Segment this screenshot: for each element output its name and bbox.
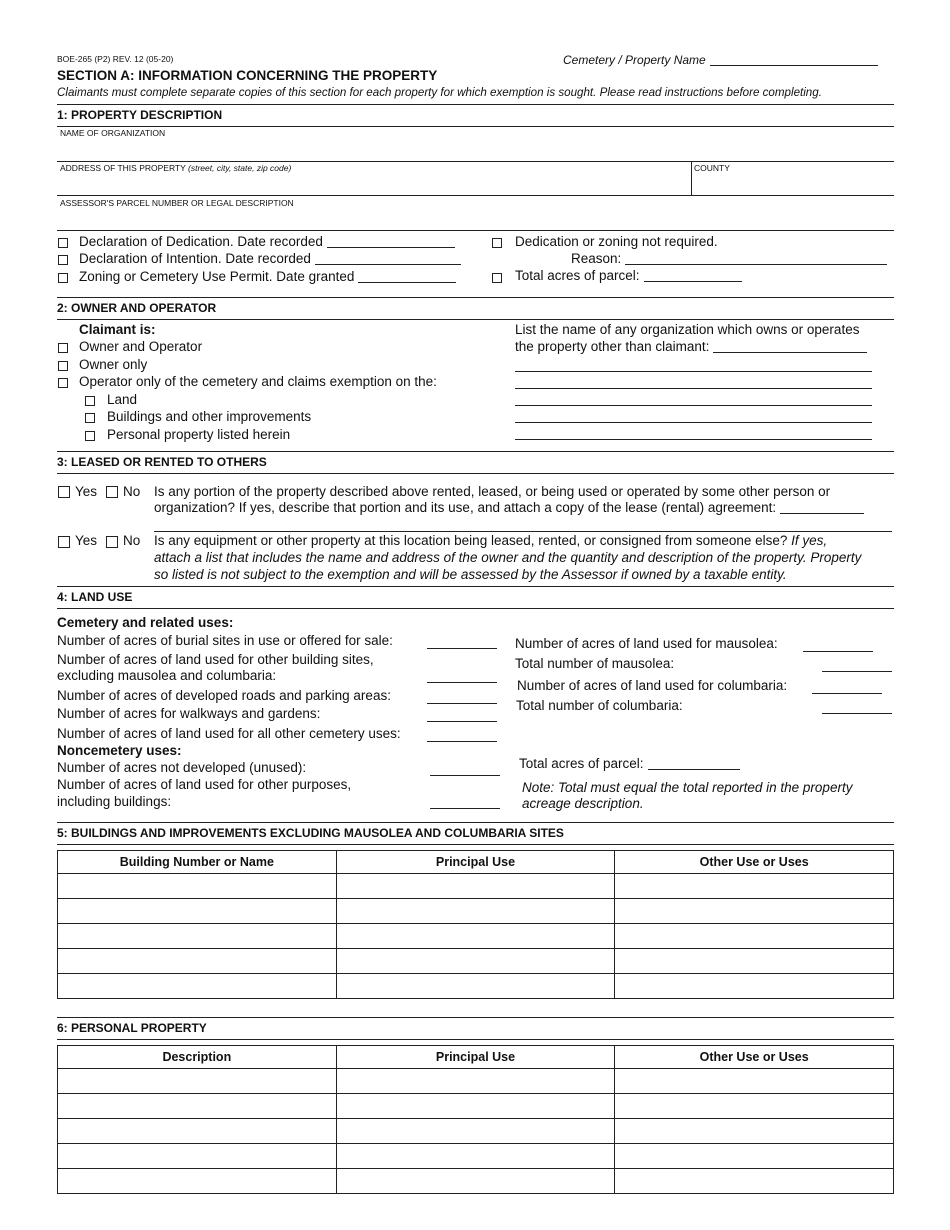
section-2-title: 2: OWNER AND OPERATOR <box>57 301 217 315</box>
table-cell[interactable] <box>615 1144 894 1169</box>
intention-option: Declaration of Intention. Date recorded <box>79 251 461 266</box>
parcel-field[interactable] <box>57 230 894 231</box>
divider <box>57 126 894 127</box>
divider <box>57 844 894 845</box>
undeveloped-acres-label: Number of acres not developed (unused): <box>57 760 307 775</box>
other-building-acres-label-2: excluding mausolea and columbaria: <box>57 668 277 683</box>
table-cell[interactable] <box>58 1069 337 1094</box>
other-building-acres-field[interactable] <box>427 682 497 683</box>
table-row <box>58 924 894 949</box>
dedication-option: Declaration of Dedication. Date recorded <box>79 234 455 249</box>
buildings-table <box>57 850 894 999</box>
mausolea-total-label: Total number of mausolea: <box>515 656 675 671</box>
table-row <box>58 1144 894 1169</box>
divider <box>57 451 894 452</box>
address-field[interactable] <box>57 195 894 196</box>
table-cell[interactable] <box>615 1094 894 1119</box>
list-organizations-label-2: the property other than claimant: <box>515 339 867 354</box>
column-header: Other Use or Uses <box>615 1046 894 1069</box>
q2-yes-checkbox[interactable] <box>58 536 70 548</box>
mausolea-total-field[interactable] <box>822 671 892 672</box>
q2-no-checkbox[interactable] <box>106 536 118 548</box>
column-header: Building Number or Name <box>58 851 337 874</box>
total-parcel-acres-label: Total acres of parcel: <box>519 756 740 771</box>
divider <box>57 822 894 823</box>
section-3-title: 3: LEASED OR RENTED TO OTHERS <box>57 455 267 469</box>
other-purposes-label: Number of acres of land used for other purposes, <box>57 777 352 792</box>
name-of-organization-field[interactable] <box>57 161 894 162</box>
divider <box>57 319 894 320</box>
q2-yes-label: Yes <box>75 533 98 548</box>
walkways-acres-field[interactable] <box>427 721 497 722</box>
land-label: Land <box>107 392 138 407</box>
dedication-date-field[interactable] <box>327 246 455 248</box>
other-purposes-field[interactable] <box>430 808 500 809</box>
not-required-option: Dedication or zoning not required. <box>515 234 718 249</box>
table-cell[interactable] <box>58 924 337 949</box>
table-cell[interactable] <box>58 1119 337 1144</box>
q2-text-2: attach a list that includes the name and address of the owner and the quantity and description of the property. Property <box>154 550 862 565</box>
table-cell[interactable] <box>615 949 894 974</box>
divider <box>57 297 894 298</box>
table-cell[interactable] <box>336 1069 615 1094</box>
total-parcel-acres-field[interactable] <box>648 768 740 770</box>
q1-yes-checkbox[interactable] <box>58 486 70 498</box>
not-required-checkbox[interactable] <box>492 238 502 248</box>
acreage-note-2: acreage description. <box>522 796 644 811</box>
table-cell[interactable] <box>336 1119 615 1144</box>
owner-operator-checkbox[interactable] <box>58 343 68 353</box>
claimant-is-label: Claimant is: <box>79 322 156 337</box>
instructions: Claimants must complete separate copies of this section for each property for which exemption is sought. Please read instructions before completing. <box>57 86 822 99</box>
table-row <box>58 899 894 924</box>
mausolea-acres-field[interactable] <box>803 651 873 652</box>
name-of-organization-label: NAME OF ORGANIZATION <box>60 128 166 138</box>
reason-field[interactable] <box>625 263 887 265</box>
undeveloped-acres-field[interactable] <box>430 775 500 776</box>
table-cell[interactable] <box>58 1169 337 1194</box>
zoning-date-field[interactable] <box>358 281 456 283</box>
operator-only-label: Operator only of the cemetery and claims exemption on the: <box>79 374 437 389</box>
section-4-title: 4: LAND USE <box>57 590 133 604</box>
acreage-note: Note: Total must equal the total reported in the property <box>522 780 853 795</box>
table-cell[interactable] <box>336 1144 615 1169</box>
table-cell[interactable] <box>615 974 894 999</box>
land-checkbox[interactable] <box>85 396 95 406</box>
owner-operator-label: Owner and Operator <box>79 339 203 354</box>
columbaria-total-label: Total number of columbaria: <box>516 698 683 713</box>
other-org-line[interactable] <box>515 405 872 406</box>
mausolea-acres-label: Number of acres of land used for mausolea: <box>515 636 778 651</box>
intention-checkbox[interactable] <box>58 255 68 265</box>
table-cell[interactable] <box>615 899 894 924</box>
table-cell[interactable] <box>58 974 337 999</box>
table-cell[interactable] <box>58 899 337 924</box>
table-cell[interactable] <box>58 949 337 974</box>
divider <box>57 608 894 609</box>
other-building-acres-label: Number of acres of land used for other building sites, <box>57 652 374 667</box>
divider <box>57 473 894 474</box>
burial-acres-field[interactable] <box>427 648 497 649</box>
other-purposes-label-2: including buildings: <box>57 794 172 809</box>
operator-only-checkbox[interactable] <box>58 378 68 388</box>
burial-acres-label: Number of acres of burial sites in use or offered for sale: <box>57 633 393 648</box>
personal-property-checkbox[interactable] <box>85 431 95 441</box>
table-cell[interactable] <box>336 1094 615 1119</box>
table-row <box>58 949 894 974</box>
q1-text: Is any portion of the property described above rented, leased, or being used or operated by some other person or <box>154 484 831 499</box>
zoning-checkbox[interactable] <box>58 273 68 283</box>
cemetery-name-field[interactable] <box>710 64 878 66</box>
dedication-checkbox[interactable] <box>58 238 68 248</box>
q1-description-line[interactable] <box>154 531 892 532</box>
q1-no-checkbox[interactable] <box>106 486 118 498</box>
table-cell[interactable] <box>58 1094 337 1119</box>
q2-text: Is any equipment or other property at this location being leased, rented, or consigned from someone else? If yes, <box>154 533 828 548</box>
section-5-title: 5: BUILDINGS AND IMPROVEMENTS EXCLUDING MAUSOLEA AND COLUMBARIA SITES <box>57 826 564 840</box>
personal-property-label: Personal property listed herein <box>107 427 291 442</box>
other-org-line[interactable] <box>515 371 872 372</box>
table-row <box>58 1094 894 1119</box>
divider <box>57 586 894 587</box>
q1-no-label: No <box>123 484 141 499</box>
table-cell[interactable] <box>615 1119 894 1144</box>
column-header: Principal Use <box>336 1046 615 1069</box>
form-id: BOE-265 (P2) REV. 12 (05-20) <box>57 54 174 64</box>
buildings-checkbox[interactable] <box>85 413 95 423</box>
other-org-line[interactable] <box>515 388 872 389</box>
reason-label: Reason: <box>571 251 887 266</box>
other-org-field[interactable] <box>713 351 867 353</box>
total-acres-label: Total acres of parcel: <box>515 268 742 283</box>
zoning-option: Zoning or Cemetery Use Permit. Date granted <box>79 269 456 284</box>
roads-acres-field[interactable] <box>427 703 497 704</box>
column-header: Description <box>58 1046 337 1069</box>
table-row <box>58 874 894 899</box>
table-cell[interactable] <box>58 874 337 899</box>
table-row <box>58 1069 894 1094</box>
columbaria-total-field[interactable] <box>822 713 892 714</box>
table-row <box>58 1119 894 1144</box>
personal-property-table <box>57 1045 894 1194</box>
table-cell[interactable] <box>336 924 615 949</box>
owner-only-checkbox[interactable] <box>58 361 68 371</box>
q2-text-3: so listed is not subject to the exemption and will be assessed by the Assessor if owned by a taxable entity. <box>154 567 787 582</box>
table-cell[interactable] <box>336 949 615 974</box>
address-label: ADDRESS OF THIS PROPERTY (street, city, state, zip code) <box>60 163 292 173</box>
table-cell[interactable] <box>336 1169 615 1194</box>
cemetery-uses-heading: Cemetery and related uses: <box>57 615 234 630</box>
cemetery-name-label: Cemetery / Property Name <box>563 53 878 67</box>
table-cell[interactable] <box>615 924 894 949</box>
table-cell[interactable] <box>336 974 615 999</box>
table-cell[interactable] <box>336 874 615 899</box>
section-6-title: 6: PERSONAL PROPERTY <box>57 1021 207 1035</box>
table-row <box>58 974 894 999</box>
table-cell[interactable] <box>615 874 894 899</box>
columbaria-acres-label: Number of acres of land used for columbaria: <box>517 678 788 693</box>
list-organizations-label: List the name of any organization which owns or operates <box>515 322 860 337</box>
section-title: SECTION A: INFORMATION CONCERNING THE PROPERTY <box>57 68 438 83</box>
q1-yes-label: Yes <box>75 484 98 499</box>
column-header: Other Use or Uses <box>615 851 894 874</box>
total-acres-checkbox[interactable] <box>492 273 502 283</box>
total-acres-field[interactable] <box>644 280 742 282</box>
buildings-label: Buildings and other improvements <box>107 409 312 424</box>
table-cell[interactable] <box>615 1169 894 1194</box>
table-cell[interactable] <box>336 899 615 924</box>
owner-only-label: Owner only <box>79 357 148 372</box>
county-label: COUNTY <box>694 163 730 173</box>
other-cemetery-acres-field[interactable] <box>427 741 497 742</box>
parcel-label: ASSESSOR'S PARCEL NUMBER OR LEGAL DESCRIPTION <box>60 198 294 208</box>
table-row <box>58 1169 894 1194</box>
other-cemetery-acres-label: Number of acres of land used for all other cemetery uses: <box>57 726 401 741</box>
other-org-line[interactable] <box>515 439 872 440</box>
table-cell[interactable] <box>615 1069 894 1094</box>
roads-acres-label: Number of acres of developed roads and parking areas: <box>57 688 391 703</box>
divider <box>57 1039 894 1040</box>
table-cell[interactable] <box>58 1144 337 1169</box>
column-header: Principal Use <box>336 851 615 874</box>
county-divider <box>691 161 692 196</box>
divider <box>57 104 894 105</box>
q1-description-field[interactable] <box>780 512 864 514</box>
section-1-title: 1: PROPERTY DESCRIPTION <box>57 108 223 122</box>
noncemetery-heading: Noncemetery uses: <box>57 743 182 758</box>
q2-no-label: No <box>123 533 141 548</box>
q1-text-2: organization? If yes, describe that portion and its use, and attach a copy of the lease (rental) agreement: <box>154 500 864 515</box>
divider <box>57 1017 894 1018</box>
intention-date-field[interactable] <box>315 263 461 265</box>
columbaria-acres-field[interactable] <box>812 693 882 694</box>
other-org-line[interactable] <box>515 422 872 423</box>
walkways-acres-label: Number of acres for walkways and gardens: <box>57 706 321 721</box>
